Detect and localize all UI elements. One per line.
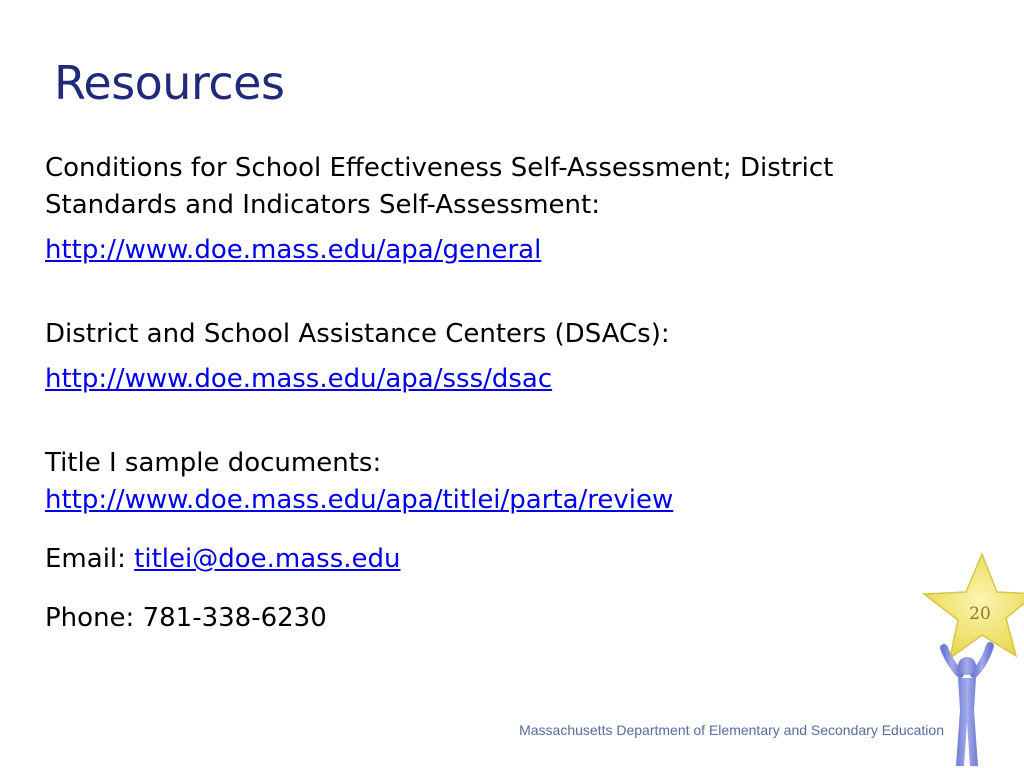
cse-label-line1: Conditions for School Effectiveness Self-Assessment; District bbox=[45, 153, 834, 183]
email-line bbox=[45, 541, 925, 578]
slide-title: Resources bbox=[54, 56, 285, 110]
dsac-link[interactable]: http://www.doe.mass.edu/apa/sss/dsac bbox=[45, 364, 553, 394]
title1-label: Title I sample documents: bbox=[45, 448, 382, 478]
dsac-label: District and School Assistance Centers (DSACs): bbox=[45, 319, 670, 349]
title1-link[interactable]: http://www.doe.mass.edu/apa/titlei/parta/review bbox=[45, 485, 674, 515]
cse-label-line2: Standards and Indicators Self-Assessment: bbox=[45, 190, 600, 220]
slide-number: 20 bbox=[969, 604, 991, 624]
phone-line: Phone: 781-338-6230 bbox=[45, 603, 327, 633]
email-link[interactable]: titlei@doe.mass.edu bbox=[134, 544, 401, 574]
email-label: Email: bbox=[45, 544, 135, 574]
footer-text: Massachusetts Department of Elementary and Secondary Education bbox=[519, 722, 944, 738]
slide-content bbox=[45, 150, 925, 637]
cse-link[interactable]: http://www.doe.mass.edu/apa/general bbox=[45, 235, 542, 265]
